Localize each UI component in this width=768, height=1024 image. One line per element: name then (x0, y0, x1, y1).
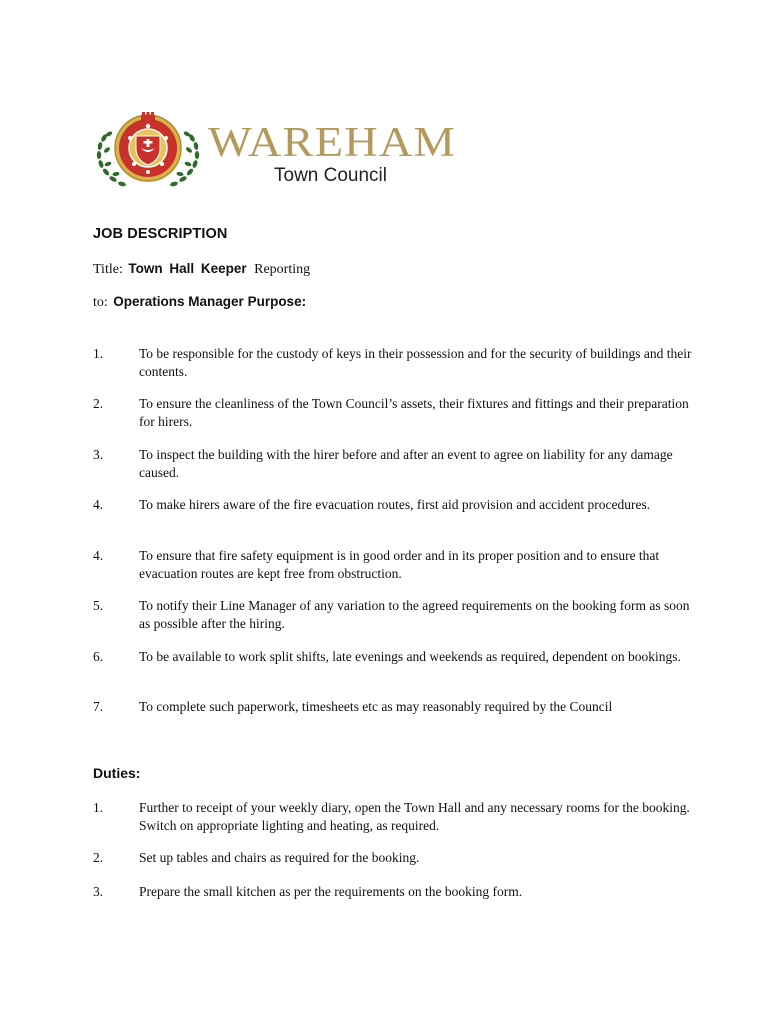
item-number: 4. (93, 548, 104, 563)
item-text: Set up tables and chairs as required for the booking. (139, 850, 420, 865)
item-number: 7. (93, 699, 104, 714)
item-number: 2. (93, 850, 104, 865)
item-text: To ensure that fire safety equipment is in good order and in its proper position and to ensure that evacuation routes are kept free from obstruction. (139, 548, 660, 581)
item-text: To be responsible for the custody of keys in their possession and for the security of buildings and their contents. (139, 346, 692, 379)
item-text: To notify their Line Manager of any variation to the agreed requirements on the booking form as soon as possible after the hiring. (139, 598, 690, 631)
job-title-value: Town Hall Keeper (128, 261, 247, 276)
duties-heading: Duties: (93, 765, 141, 781)
reporting-to-line (93, 294, 306, 311)
item-number: 1. (93, 346, 104, 361)
item-number: 3. (93, 884, 104, 899)
item-number: 1. (93, 800, 104, 815)
item-number: 2. (93, 396, 104, 411)
council-wordmark (208, 110, 464, 190)
document-heading: JOB DESCRIPTION (93, 226, 228, 242)
item-number: 6. (93, 649, 104, 664)
logo-subtitle-text: Town Council (274, 165, 387, 186)
title-label: Title: (93, 262, 123, 277)
item-text: To inspect the building with the hirer before and after an event to agree on liability for any damage caused. (139, 447, 673, 480)
item-number: 3. (93, 447, 104, 462)
item-number: 5. (93, 598, 104, 613)
item-text: To be available to work split shifts, late evenings and weekends as required, dependent on bookings. (139, 649, 681, 664)
reporting-to-value: Operations Manager Purpose: (113, 294, 307, 309)
reporting-label: Reporting (254, 262, 311, 277)
to-label: to: (93, 295, 108, 310)
council-crest-icon (92, 108, 204, 192)
item-number: 4. (93, 497, 104, 512)
item-text: To ensure the cleanliness of the Town Council’s assets, their fixtures and fittings and their preparation for hirers. (139, 396, 689, 429)
item-text: To complete such paperwork, timesheets etc as may reasonably required by the Council (139, 699, 613, 714)
logo-name-text: WAREHAM (208, 120, 456, 166)
item-text: To make hirers aware of the fire evacuation routes, first aid provision and accident procedures. (139, 497, 651, 512)
job-title-line (93, 261, 310, 278)
council-logo (92, 108, 472, 192)
item-text: Prepare the small kitchen as per the requirements on the booking form. (139, 884, 523, 899)
item-text: Further to receipt of your weekly diary, open the Town Hall and any necessary rooms for the booking. Switch on appropriate lighting and heating, as required. (139, 800, 690, 833)
